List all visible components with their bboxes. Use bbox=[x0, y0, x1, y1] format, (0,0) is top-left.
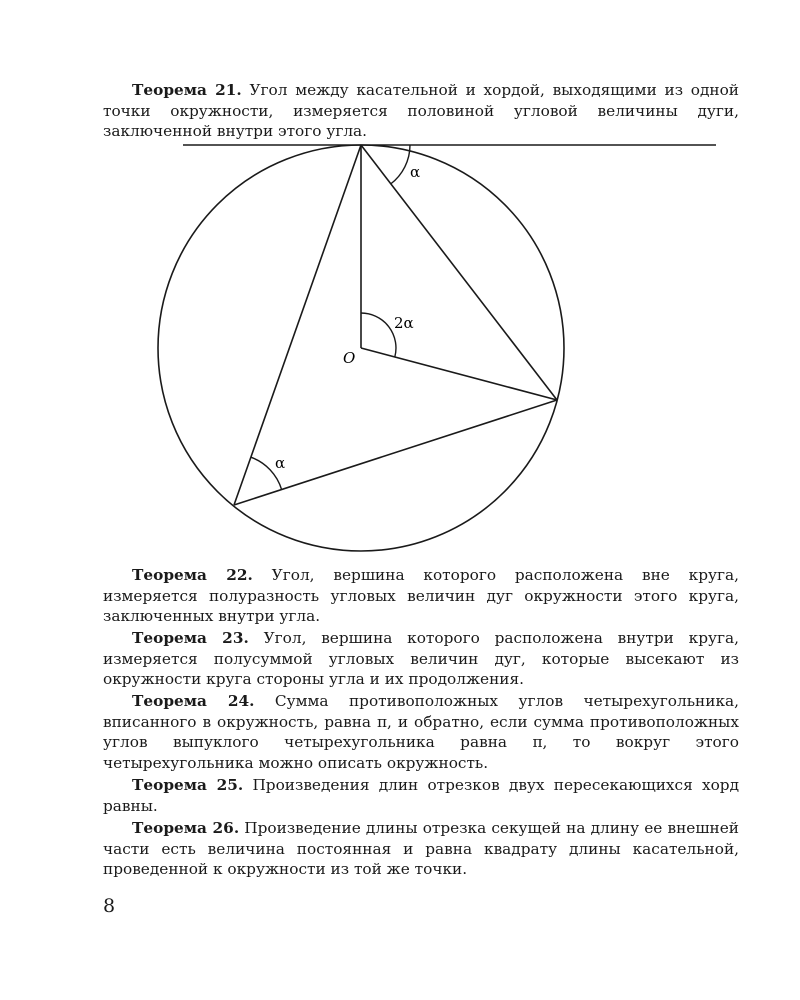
central-angle-label: 2α bbox=[394, 314, 414, 332]
theorem-23-text: Угол, вершина которого расположена внутри круга, измеряется полусуммой угловых величин дуг, которые высекают из окружности круга стороны угла и их продолжения. bbox=[103, 629, 739, 688]
center-label: O bbox=[343, 349, 356, 367]
theorem-23-title: Теорема 23. bbox=[132, 629, 249, 647]
theorem-22 bbox=[103, 565, 739, 627]
theorem-22-text: Угол, вершина которого расположена вне круга, измеряется полуразность угловых величин дуг окружности этого круга, заключенных внутри угла. bbox=[103, 566, 739, 625]
theorem-26-text: Произведение длины отрезка секущей на длину ее внешней части есть величина постоянная и равна квадрату длины касательной, проведенной к окружности из той же точки. bbox=[103, 819, 739, 878]
radius-to-right-point bbox=[361, 348, 557, 400]
theorem-25-title: Теорема 25. bbox=[132, 776, 244, 794]
theorem-21 bbox=[103, 80, 739, 142]
geometry-figure bbox=[0, 135, 800, 560]
theorem-24-text: Сумма противоположных углов четырехугольника, вписанного в окружность, равна π, и обратно, если сумма противоположных углов выпуклого четырехугольника равна π, то вокруг этого четырехугольника можно описать окружность. bbox=[103, 692, 739, 772]
theorem-21-title: Теорема 21. bbox=[132, 81, 242, 99]
alpha-inscribed-label: α bbox=[275, 454, 286, 472]
theorem-25-text: Произведения длин отрезков двух пересекающихся хорд равны. bbox=[103, 776, 739, 815]
chord-left bbox=[234, 145, 361, 505]
chord-bottom bbox=[234, 400, 557, 505]
alpha-tangent-label: α bbox=[410, 163, 421, 181]
circle-diagram bbox=[0, 135, 800, 560]
theorem-24 bbox=[103, 691, 739, 773]
central-angle-arc bbox=[361, 313, 396, 357]
theorem-26 bbox=[103, 818, 739, 880]
theorem-21-text: Угол между касательной и хордой, выходящими из одной точки окружности, измеряется половиной угловой величины дуги, заключенной внутри этого угла. bbox=[103, 81, 739, 140]
theorem-25 bbox=[103, 775, 739, 816]
page-number: 8 bbox=[103, 895, 116, 917]
theorem-24-title: Теорема 24. bbox=[132, 692, 255, 710]
chord-tangent-side bbox=[361, 145, 557, 400]
theorem-23 bbox=[103, 628, 739, 690]
theorem-26-title: Теорема 26. bbox=[132, 819, 240, 837]
theorem-22-title: Теорема 22. bbox=[132, 566, 253, 584]
